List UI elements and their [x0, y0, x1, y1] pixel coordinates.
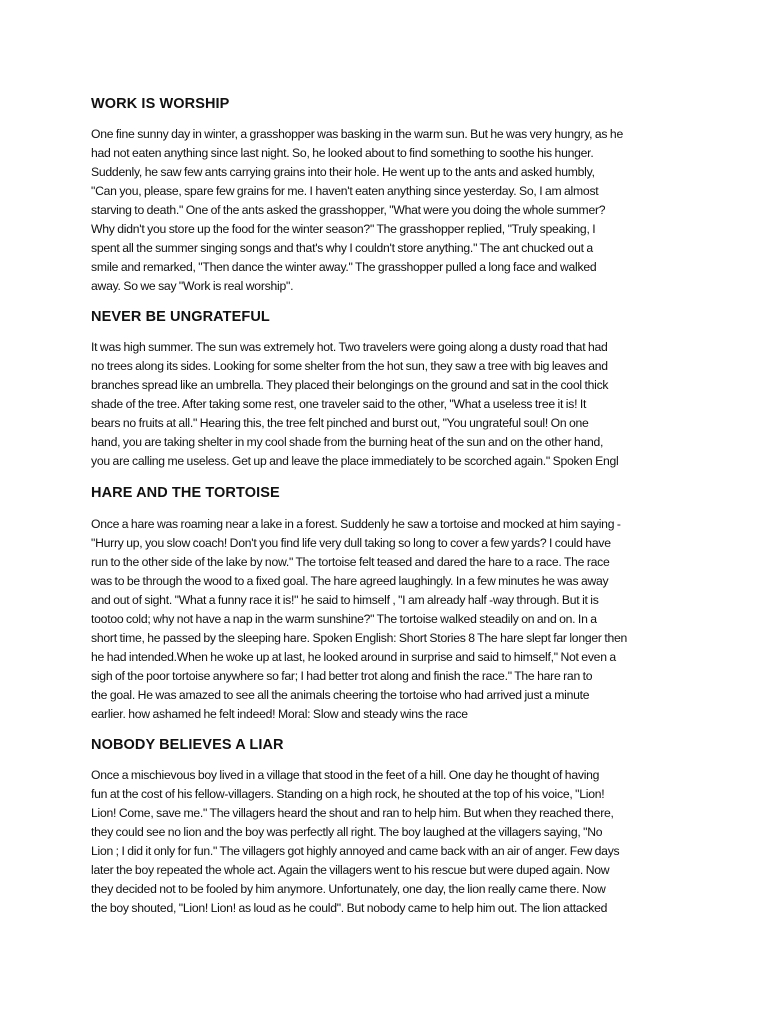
paragraph-line: later the boy repeated the whole act. Again the villagers went to his rescue but were duped again. Now: [91, 863, 610, 877]
paragraph-line: they could see no lion and the boy was perfectly all right. The boy laughed at the villagers saying, "No: [91, 825, 603, 839]
paragraph-line: branches spread like an umbrella. They placed their belongings on the ground and sat in the cool thick: [91, 378, 609, 392]
paragraph-line: spent all the summer singing songs and that's why I couldn't store anything." The ant chucked out a: [91, 241, 593, 255]
heading-nobody-believes-a-liar: NOBODY BELIEVES A LIAR: [91, 737, 284, 753]
paragraph-line: Once a mischievous boy lived in a village that stood in the feet of a hill. One day he thought of having: [91, 768, 600, 782]
paragraph-line: short time, he passed by the sleeping hare. Spoken English: Short Stories 8 The hare slept far longer then: [91, 631, 628, 645]
paragraph-never-be-ungrateful: [91, 338, 681, 471]
paragraph-line: "Can you, please, spare few grains for me. I haven't eaten anything since yesterday. So, I am almost: [91, 184, 599, 198]
paragraph-line: Once a hare was roaming near a lake in a forest. Suddenly he saw a tortoise and mocked at him saying -: [91, 517, 621, 531]
paragraph-line: he had intended.When he woke up at last, he looked around in surprise and said to himself," Not even a: [91, 650, 616, 664]
paragraph-line: you are calling me useless. Get up and leave the place immediately to be scorched again." Spoken Engl: [91, 454, 619, 468]
paragraph-line: was to be through the wood to a fixed goal. The hare agreed laughingly. In a few minutes he was away: [91, 574, 609, 588]
paragraph-line: the goal. He was amazed to see all the animals cheering the tortoise who had arrived just a minute: [91, 688, 590, 702]
paragraph-line: smile and remarked, "Then dance the winter away." The grasshopper pulled a long face and walked: [91, 260, 597, 274]
paragraph-nobody-believes-a-liar: [91, 766, 681, 918]
paragraph-line: Lion! Come, save me." The villagers heard the shout and ran to help him. But when they reached there,: [91, 806, 614, 820]
paragraph-line: starving to death." One of the ants asked the grasshopper, "What were you doing the whole summer?: [91, 203, 606, 217]
paragraph-line: Lion ; I did it only for fun." The villagers got highly annoyed and came back with an air of anger. Few days: [91, 844, 620, 858]
paragraph-line: Why didn't you store up the food for the winter season?" The grasshopper replied, "Truly speaking, I: [91, 222, 596, 236]
paragraph-line: It was high summer. The sun was extremely hot. Two travelers were going along a dusty road that had: [91, 340, 608, 354]
paragraph-line: "Hurry up, you slow coach! Don't you find life very dull taking so long to cover a few yards? I could have: [91, 536, 611, 550]
paragraph-line: shade of the tree. After taking some rest, one traveler said to the other, "What a useless tree it is! It: [91, 397, 587, 411]
paragraph-line: One fine sunny day in winter, a grasshopper was basking in the warm sun. But he was very hungry, as he: [91, 127, 623, 141]
paragraph-line: away. So we say "Work is real worship".: [91, 279, 294, 293]
paragraph-line: and out of sight. "What a funny race it is!" he said to himself , "I am already half -way through. But it is: [91, 593, 599, 607]
paragraph-line: fun at the cost of his fellow-villagers. Standing on a high rock, he shouted at the top of his voice, "Lion!: [91, 787, 605, 801]
heading-work-is-worship: WORK IS WORSHIP: [91, 96, 230, 112]
paragraph-line: sigh of the poor tortoise anywhere so far; I had better trot along and finish the race." The hare ran to: [91, 669, 593, 683]
heading-hare-and-the-tortoise: HARE AND THE TORTOISE: [91, 485, 280, 501]
heading-never-be-ungrateful: NEVER BE UNGRATEFUL: [91, 309, 270, 325]
paragraph-hare-and-the-tortoise: [91, 515, 681, 724]
paragraph-work-is-worship: [91, 125, 681, 296]
paragraph-line: Suddenly, he saw few ants carrying grains into their hole. He went up to the ants and asked humbly,: [91, 165, 595, 179]
paragraph-line: earlier. how ashamed he felt indeed! Moral: Slow and steady wins the race: [91, 707, 468, 721]
paragraph-line: they decided not to be fooled by him anymore. Unfortunately, one day, the lion really came there. Now: [91, 882, 606, 896]
paragraph-line: had not eaten anything since last night. So, he looked about to find something to soothe his hunger.: [91, 146, 594, 160]
paragraph-line: bears no fruits at all." Hearing this, the tree felt pinched and burst out, "You ungrateful soul! On one: [91, 416, 589, 430]
paragraph-line: run to the other side of the lake by now." The tortoise felt teased and dared the hare to a race. The race: [91, 555, 610, 569]
paragraph-line: hand, you are taking shelter in my cool shade from the burning heat of the sun and on the other hand,: [91, 435, 604, 449]
paragraph-line: tootoo cold; why not have a nap in the warm sunshine?" The tortoise walked steadily on and on. In a: [91, 612, 597, 626]
paragraph-line: no trees along its sides. Looking for some shelter from the hot sun, they saw a tree with big leaves and: [91, 359, 608, 373]
paragraph-line: the boy shouted, "Lion! Lion! as loud as he could". But nobody came to help him out. The lion attacked: [91, 901, 608, 915]
